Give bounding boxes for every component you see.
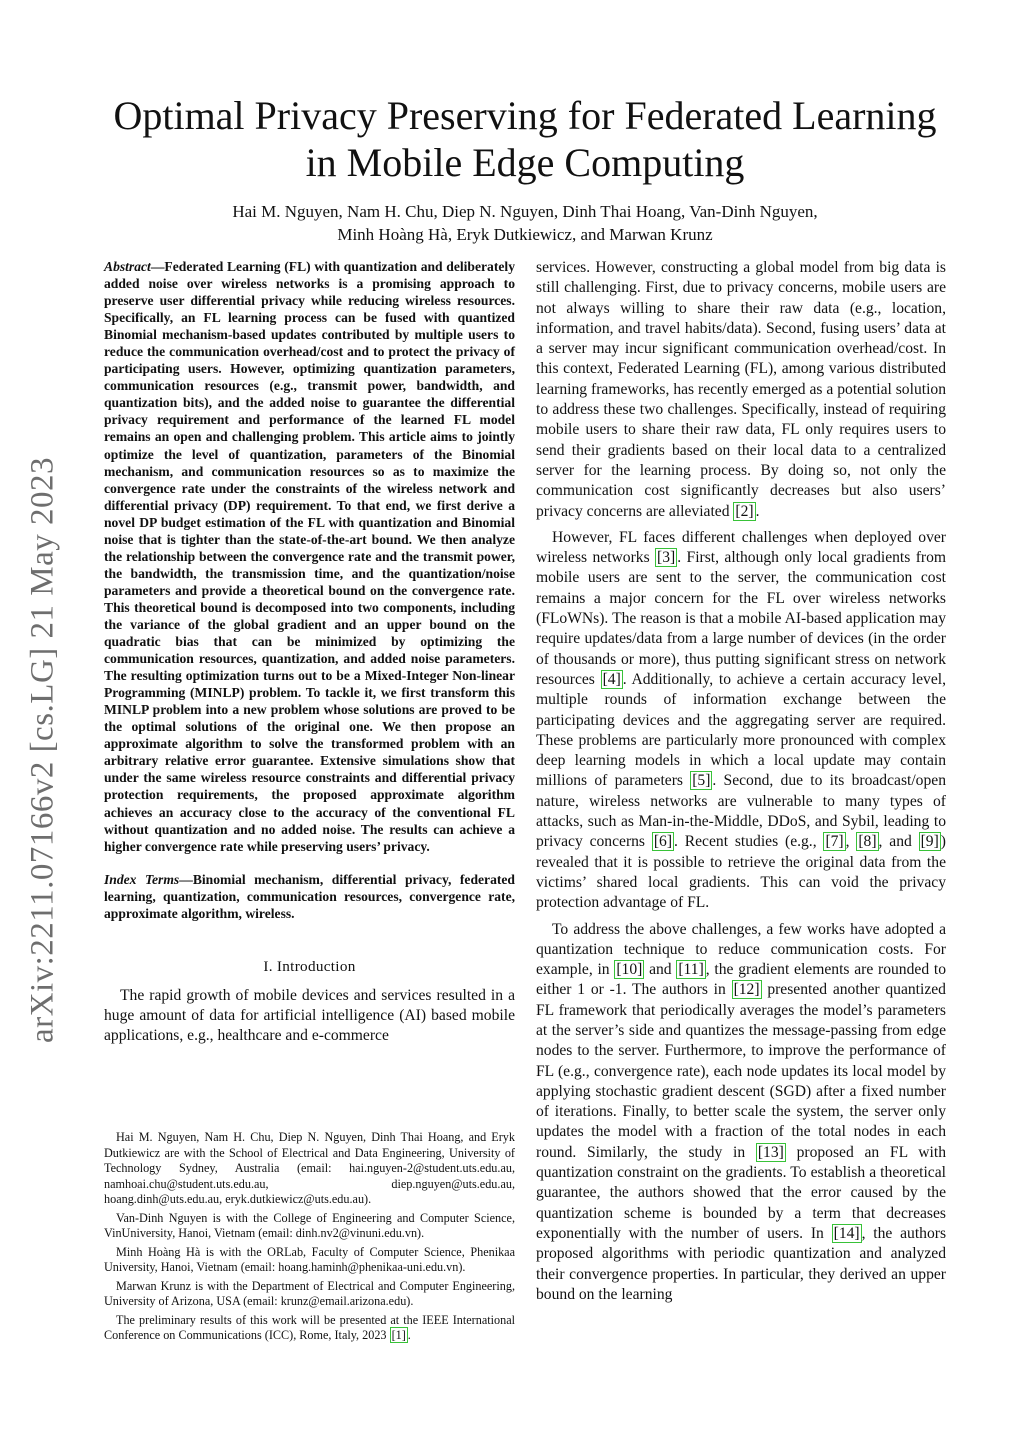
citation-link[interactable]: [6]	[653, 833, 673, 851]
citation-link[interactable]: [4]	[602, 670, 621, 688]
footnote-preliminary-results: The preliminary results of this work will be presented at the IEEE International Conference on Communications (ICC), Rome, Italy, 2023 [1] .	[104, 1312, 515, 1342]
citation-link[interactable]: [8]	[858, 833, 877, 851]
citation-link[interactable]: [5]	[692, 772, 711, 790]
footnote-affiliation-uts: Hai M. Nguyen, Nam H. Chu, Diep N. Nguyen, Dinh Thai Hoang, and Eryk Dutkiewicz are with the School of Electrical and Data Engineering, University of Technology Sydney, Australia (email: hai.nguyen-2@student.uts.edu.au, namhoai.chu@student.uts.edu.au, diep.nguyen@uts.edu.au, hoang.dinh@uts.edu.au, eryk.dutkiewicz@uts.edu.au).	[104, 1130, 515, 1206]
index-terms-label: Index Terms	[104, 871, 180, 887]
abstract	[104, 258, 515, 855]
abstract-label: Abstract	[104, 259, 151, 274]
footnote-affiliation-vinuni: Van-Dinh Nguyen is with the College of Engineering and Computer Science, VinUniversity, Hanoi, Vietnam (email: dinh.nv2@vinuni.edu.vn).	[104, 1210, 515, 1240]
section-heading-introduction: I. Introduction	[263, 957, 356, 975]
citation-link[interactable]: [7]	[825, 833, 844, 851]
footnote-affiliation-phenikaa: Minh Hoàng Hà is with the ORLab, Faculty of Computer Science, Phenikaa University, Hanoi, Vietnam (email: hoang.haminh@phenikaa-uni.edu.vn).	[104, 1244, 515, 1274]
author-list	[100, 200, 950, 246]
intro-paragraph-1: services. However, constructing a global model from big data is still challenging. First, due to privacy concerns, mobile users are not always willing to share their raw data (e.g., location, information, and travel habits/data). Second, fusing users’ data at a server may incur significant communication overhead/cost. In this context, Federated Learning (FL), among various distributed learning frameworks, has recently emerged as a potential solution to address these two challenges. Specifically, instead of requiring mobile users to share their raw data, FL only requires users to send their gradients based on their local data to a centralized server for the learning process. By doing so, not only the communication cost significantly decreases but also users’ privacy concerns are alleviated [2] .	[536, 259, 946, 520]
citation-link[interactable]: [12]	[733, 981, 760, 999]
citation-link[interactable]: [2]	[735, 502, 754, 520]
intro-paragraph-left: The rapid growth of mobile devices and services resulted in a huge amount of data for artificial intelligence (AI) based mobile applications, e.g., healthcare and e-commerce	[104, 986, 515, 1045]
index-terms	[104, 871, 515, 922]
footnote-affiliation-arizona: Marwan Krunz is with the Department of Electrical and Computer Engineering, University of Arizona, USA (email: krunz@email.arizona.edu).	[104, 1278, 515, 1308]
left-column	[104, 258, 515, 1047]
arxiv-identifier-text: arXiv:2211.07166v2 [cs.LG] 21 May 2023	[24, 456, 61, 1044]
index-terms-text: —Binomial mechanism, differential privacy, federated learning, quantization, communication resources, convergence rate, approximate algorithm, wireless.	[104, 871, 515, 921]
author-line-2: Minh Hoàng Hà, Eryk Dutkiewicz, and Marwan Krunz	[337, 225, 713, 244]
citation-link[interactable]: [1]	[391, 1328, 406, 1342]
intro-paragraph-2: However, FL faces different challenges when deployed over wireless networks [3] . First, although only local gradients from mobile users are sent to the server, the communication cost remains a major concern for the FL over wireless networks (FLoWNs). The reason is that a mobile AI-based application may require updates/data from a large number of devices (in the order of thousands or more), thus putting significant stress on network resources [4] . Additionally, to achieve a certain accuracy level, multiple rounds of information exchange between the participating devices and the aggregating server are required. These problems are particularly more pronounced with complex deep learning models in which a local update may contain millions of parameters [5] . Second, due to its broadcast/open nature, wireless networks are vulnerable to many types of attacks, such as Man-in-the-Middle, DDoS, and Sybil, leading to privacy concerns [6] . Recent studies (e.g., [7] , [8] , and [9] ) revealed that it is possible to retrieve the original data from the victims’ shared local gradients. This can void the privacy protection advantage of FL.	[536, 528, 947, 912]
citation-link[interactable]: [3]	[657, 549, 676, 567]
footnotes	[104, 1130, 515, 1347]
citation-link[interactable]: [9]	[920, 833, 939, 851]
citation-link[interactable]: [14]	[833, 1224, 860, 1242]
right-column	[536, 258, 946, 1305]
citation-link[interactable]: [10]	[616, 961, 643, 979]
intro-paragraph-3: To address the above challenges, a few works have adopted a quantization technique to reduce communication costs. For example, in [10] and [11] , the gradient elements are rounded to either 1 or -1. The authors in [12] presented another quantized FL framework that periodically averages the model’s parameters at the server’s side and quantizes the message-passing from edge nodes to the server. Furthermore, to improve the performance of FL (e.g., convergence rate), each node updates its local model by applying stochastic gradient descent (SGD) after a fixed number of iterations. Finally, to better scale the system, the server only updates the model with a fraction of the total nodes in each round. Similarly, the study in [13] proposed an FL with quantization constraint on the gradients. To establish a theoretical guarantee, the authors showed that the error caused by the quantization scheme is bounded by a term that decreases exponentially with the number of users. In [14] , the authors proposed algorithms with periodic quantization and analyzed their convergence properties. In particular, they derived an upper bound on the learning	[536, 920, 947, 1303]
author-line-1: Hai M. Nguyen, Nam H. Chu, Diep N. Nguyen, Dinh Thai Hoang, Van-Dinh Nguyen,	[232, 202, 818, 221]
arxiv-identifier	[8, 430, 78, 1070]
citation-link[interactable]: [11]	[678, 961, 704, 979]
abstract-text: —Federated Learning (FL) with quantization and deliberately added noise over wireless networks is a promising approach to preserve user differential privacy while reducing wireless resources. Specifically, an FL learning process can be fused with quantized Binomial mechanism-based updates contributed by multiple users to reduce the communication overhead/cost and to protect the privacy of participating users. However, optimizing quantization parameters, communication resources (e.g., transmit power, bandwidth, and quantization bits), and the added noise to guarantee the differential privacy requirement and performance of the learned FL model remains an open and challenging problem. This article aims to jointly optimize the level of quantization, parameters of the Binomial mechanism, and communication resources so as to maximize the convergence rate under the constraints of the wireless network and differential privacy (DP) requirement. To that end, we first derive a novel DP budget estimation of the FL with quantization and Binomial noise that is tighter than the state-of-the-art bound. We then analyze the relationship between the convergence rate and the transmit power, the bandwidth, the transmission time, and the quantization/noise parameters and provide a theoretical bound on the convergence rate. This theoretical bound is decomposed into two components, including the variance of the global gradient and an upper bound on the quadratic bias that can be minimized by optimizing the communication resources, quantization, and added noise parameters. The resulting optimization turns out to be a Mixed-Integer Non-linear Programming (MINLP) problem. To tackle it, we first transform this MINLP problem into a new problem whose solutions are proved to be the optimal solutions of the original one. We then propose an approximate algorithm to solve the transformed problem with an arbitrary relative error guarantee. Extensive simulations show that under the same wireless resource constraints and differential privacy protection requirements, the proposed approximate algorithm achieves an accuracy close to the accuracy of the conventional FL without quantization and no added noise. The results can achieve a higher convergence rate while preserving users’ privacy.	[104, 259, 515, 854]
paper-title: Optimal Privacy Preserving for Federated Learning in Mobile Edge Computing	[113, 93, 937, 185]
citation-link[interactable]: [13]	[757, 1143, 784, 1161]
